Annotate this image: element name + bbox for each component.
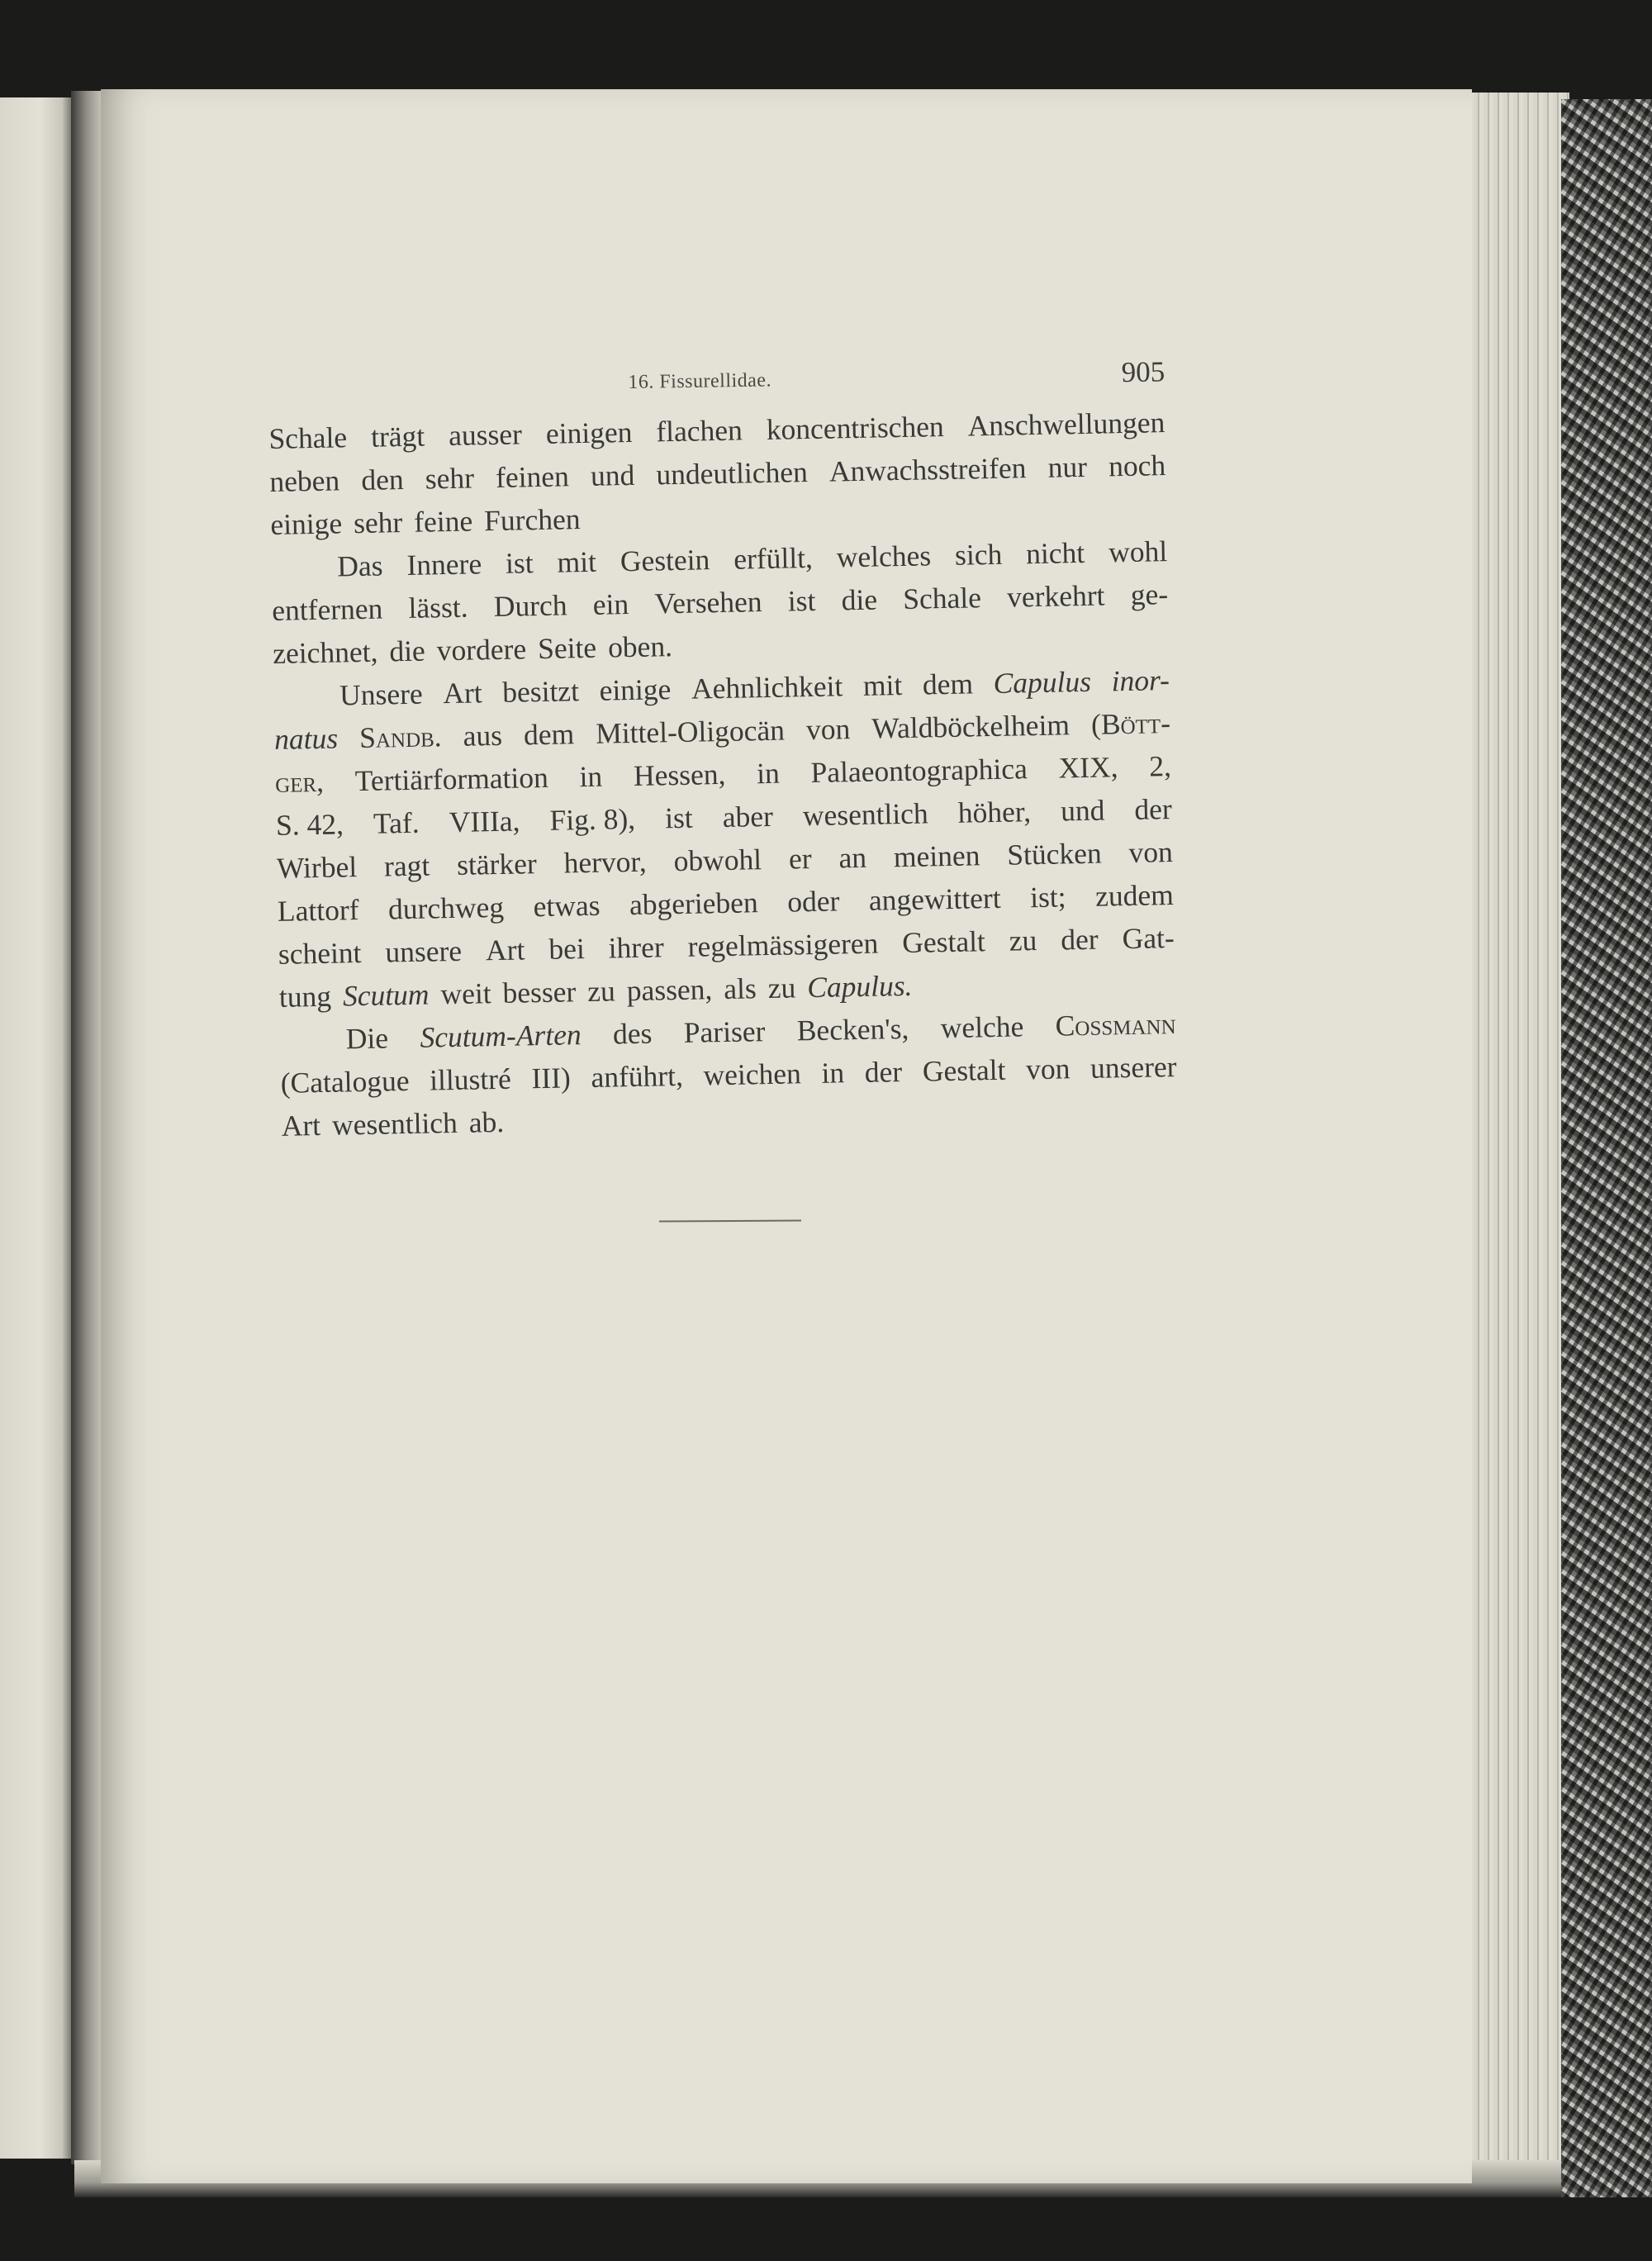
word: feinen	[495, 459, 570, 494]
word: XIX,	[1058, 750, 1118, 785]
word: Versehen	[654, 585, 762, 620]
word: lässt.	[408, 590, 468, 625]
word: obwohl	[673, 843, 762, 878]
word: neben	[269, 463, 340, 498]
word: (Bött-	[1090, 706, 1171, 741]
word: weit	[440, 976, 491, 1011]
word: welche	[940, 1009, 1024, 1045]
word: Unsere	[339, 677, 424, 712]
word: III)	[531, 1061, 572, 1095]
word: er	[788, 842, 812, 876]
section-title: 16. Fissurellidae.	[628, 369, 772, 393]
word: ist	[664, 800, 694, 835]
word: nur	[1047, 449, 1088, 484]
word: passen,	[626, 972, 713, 1008]
word: wohl	[1108, 534, 1168, 569]
word: Sandb.	[358, 720, 442, 755]
word: ist	[787, 583, 816, 618]
word: ist	[505, 546, 534, 580]
word: S. 42,	[275, 807, 344, 842]
word: vordere	[436, 632, 527, 667]
word: Anwachsstreifen	[828, 451, 1027, 488]
word: einigen	[545, 415, 633, 450]
word: Anschwellungen	[967, 406, 1165, 443]
word: nicht	[1025, 535, 1085, 571]
word: tung	[278, 979, 332, 1014]
marbled-binding	[1561, 99, 1652, 2197]
word: durchweg	[387, 890, 505, 926]
word: des	[612, 1016, 653, 1051]
word: ragt	[383, 848, 430, 883]
word: Gat-	[1122, 921, 1175, 956]
word: und	[590, 458, 635, 492]
word: ge-	[1130, 577, 1169, 611]
word: zu	[767, 971, 796, 1005]
word: aus	[463, 718, 503, 753]
word: noch	[1108, 449, 1166, 483]
word: der	[1060, 922, 1099, 957]
word: Stücken	[1006, 836, 1102, 872]
word: zeichnet,	[272, 634, 378, 670]
word: meinen	[893, 838, 980, 874]
page-number: 905	[1121, 355, 1165, 389]
word: Furchen	[483, 502, 581, 538]
word: welches	[836, 539, 932, 574]
body-text	[268, 401, 1178, 1147]
book-gutter	[71, 91, 104, 2164]
word: VIIIa,	[449, 804, 520, 839]
word: ist;	[1029, 880, 1066, 914]
word: besitzt	[501, 674, 580, 709]
word: mit	[862, 667, 903, 702]
word: (Catalogue	[280, 1064, 410, 1100]
word: höher,	[957, 795, 1032, 829]
word: an	[838, 840, 867, 875]
word: Taf.	[373, 805, 420, 840]
word: Hessen,	[633, 757, 726, 792]
word: von	[1025, 1052, 1070, 1086]
word: Art	[281, 1108, 321, 1142]
running-head	[628, 355, 1165, 405]
word: Seite	[537, 630, 597, 666]
word: angewittert	[868, 881, 1001, 917]
word: Durch	[493, 588, 567, 624]
word: oder	[786, 884, 840, 919]
word: einige	[599, 672, 672, 707]
word: Schale	[902, 581, 982, 615]
word: ihrer	[608, 930, 665, 965]
word: etwas	[533, 888, 601, 924]
word: von	[1128, 835, 1174, 869]
word: 2,	[1148, 749, 1172, 783]
word: Capulus	[993, 664, 1092, 700]
word: Mittel-Oligocän	[595, 713, 786, 750]
word: natus	[273, 721, 339, 756]
word: inor-	[1111, 663, 1170, 698]
word: feine	[413, 504, 473, 539]
word: entfernen	[271, 591, 383, 627]
word: Wirbel	[276, 850, 358, 885]
word: dem	[922, 667, 974, 701]
word: oben.	[607, 629, 673, 664]
word: regelmässigeren	[687, 926, 879, 963]
word: illustré	[429, 1062, 512, 1097]
word: ausser	[448, 417, 523, 453]
word: Becken's,	[796, 1011, 909, 1047]
word: sehr	[353, 506, 403, 540]
word: anführt,	[591, 1058, 684, 1094]
word: der	[1134, 792, 1173, 826]
word: unsere	[385, 933, 463, 969]
word: besser	[502, 975, 577, 1009]
word: Gestein	[620, 543, 710, 578]
page-edges	[1462, 93, 1569, 2195]
word: Pariser	[683, 1014, 766, 1049]
word: zudem	[1094, 878, 1175, 913]
word: Art	[485, 933, 525, 967]
word: stärker	[456, 847, 538, 881]
word: Das	[336, 549, 383, 583]
word: Waldböckelheim	[871, 708, 1070, 745]
word: Cossmann	[1055, 1006, 1176, 1043]
previous-page-edge	[0, 97, 73, 2159]
word: den	[360, 463, 404, 496]
word: in	[756, 756, 781, 791]
word: ein	[592, 587, 629, 621]
word: zu	[1009, 924, 1037, 957]
word: Tertiärformation	[354, 760, 549, 798]
word: weichen	[703, 1057, 802, 1092]
word: der	[864, 1055, 903, 1089]
word: verkehrt	[1006, 578, 1105, 614]
word: von	[805, 712, 851, 747]
word: ger,	[274, 764, 325, 799]
word: Aehnlichkeit	[691, 669, 843, 705]
word: mit	[557, 544, 597, 579]
word: scheint	[278, 936, 362, 971]
word: flachen	[656, 413, 743, 449]
word: Scutum-Arten	[420, 1018, 582, 1054]
word: Die	[345, 1021, 389, 1056]
word: und	[1060, 793, 1105, 828]
word: unserer	[1089, 1049, 1177, 1085]
word: wesentlich	[802, 796, 929, 833]
word: in	[821, 1056, 845, 1090]
word: trägt	[370, 419, 425, 454]
word: Lattorf	[277, 893, 359, 928]
word: Capulus.	[806, 968, 913, 1005]
word: abgerieben	[629, 886, 759, 922]
word: sehr	[425, 461, 475, 496]
word: als	[723, 971, 757, 1006]
word: die	[841, 582, 878, 617]
word: sich	[954, 537, 1003, 572]
word: Gestalt	[901, 924, 986, 960]
word: zu	[586, 974, 616, 1009]
word: einige	[270, 506, 343, 541]
word: undeutlichen	[656, 455, 809, 492]
word: Palaeontographica	[810, 752, 1028, 790]
word: die	[388, 634, 426, 668]
word: wesentlich	[331, 1105, 458, 1142]
word: dem	[523, 717, 575, 752]
word: Innere	[406, 547, 482, 582]
word: in	[579, 759, 603, 794]
word: Gestalt	[922, 1052, 1006, 1088]
word: Schale	[268, 420, 348, 455]
word: aber	[722, 799, 774, 834]
word: hervor,	[563, 844, 648, 880]
word: Fig. 8),	[549, 801, 636, 837]
word: erfüllt,	[733, 540, 814, 576]
word: Art	[442, 676, 483, 710]
word: bei	[548, 932, 586, 966]
word: ab.	[468, 1104, 505, 1139]
word: Scutum	[342, 977, 430, 1013]
word: koncentrischen	[766, 410, 945, 446]
